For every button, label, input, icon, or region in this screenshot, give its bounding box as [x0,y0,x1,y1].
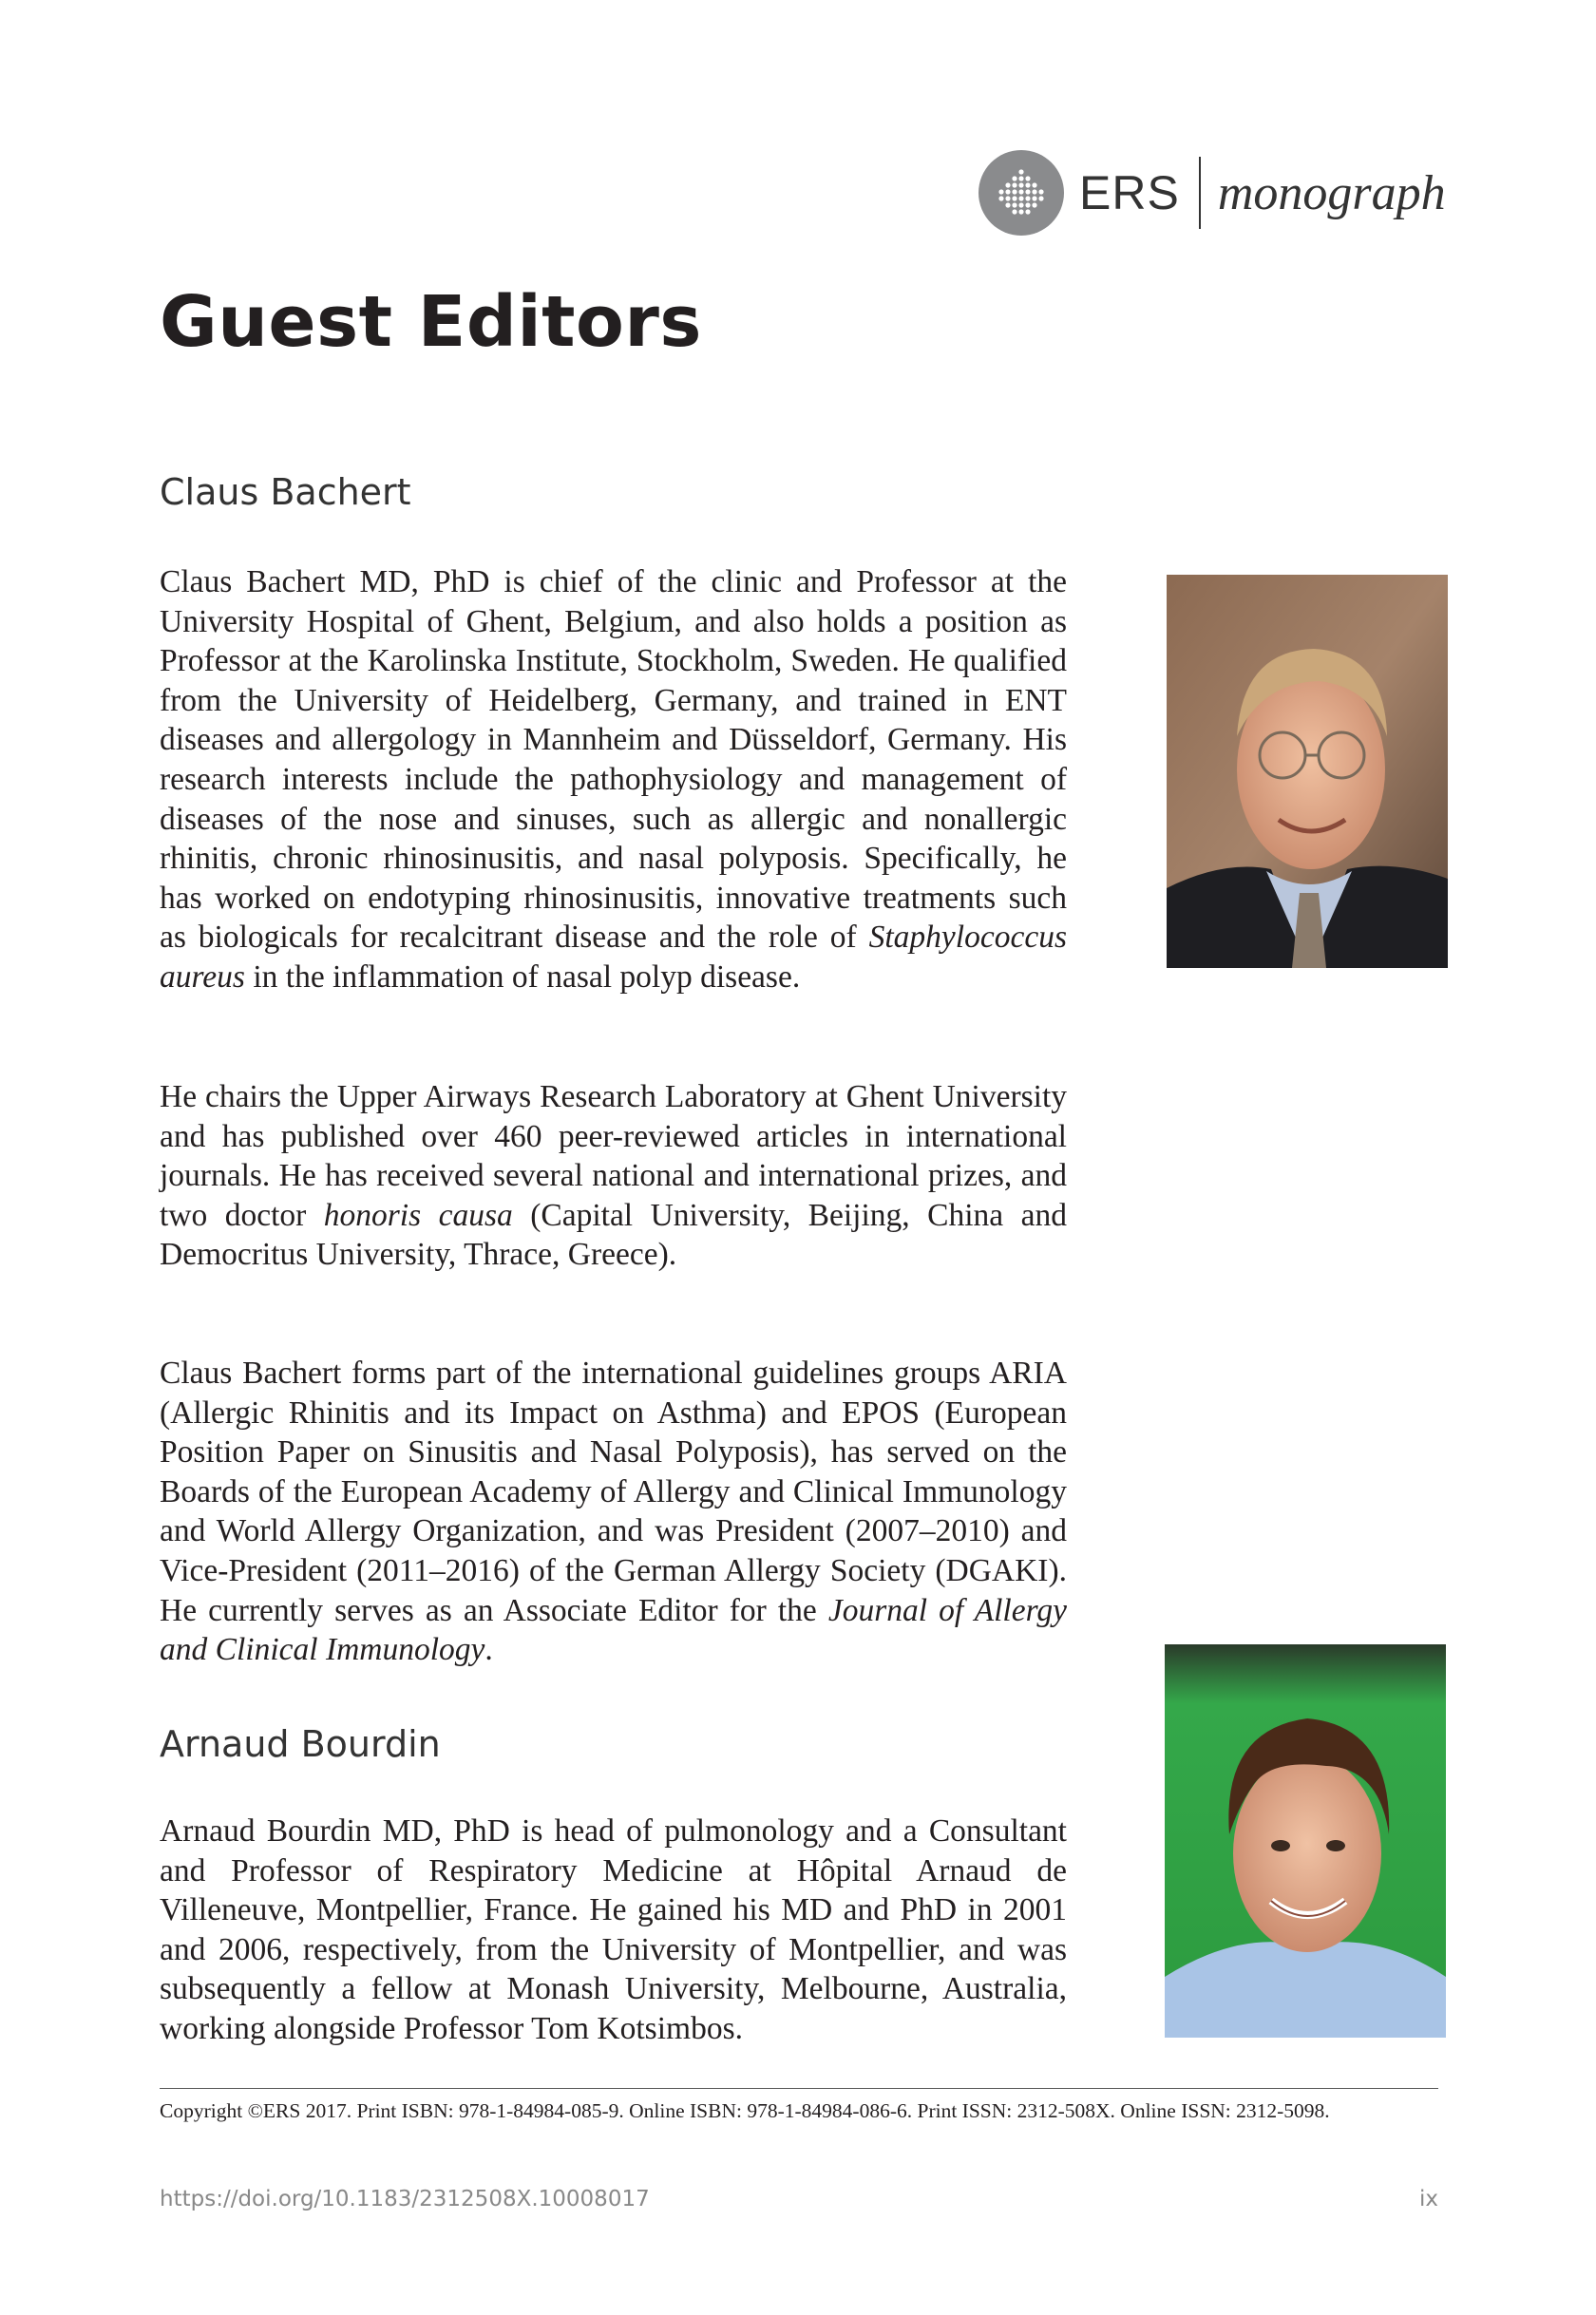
bio-paragraph: Claus Bachert MD, PhD is chief of the clinic and Professor at the University Hospital of Ghent, Belgium, and also holds a position as Professor at the Karolinska Institute, Stockholm, Sweden. He qualified from the University of Heidelberg, Germany, and trained in ENT diseases and allergology in Mannheim and Düsseldorf, Germany. His research interests include the pathophysiology and management of diseases of the nose and sinuses, such as allergic and nonallergic rhinitis, chronic rhinosinusitis, and nasal polyposis. Specifically, he has worked on endotyping rhinosinusitis, innovative treatments such as biologicals for recalcitrant disease and the role of Staphylococcus aureus in the inflammation of nasal polyp disease. [160,564,1067,995]
page-title: Guest Editors [160,281,702,363]
copyright-line: Copyright ©ERS 2017. Print ISBN: 978-1-84984-085-9. Online ISBN: 978-1-84984-086-6. Print ISSN: 2312-508X. Online ISSN: 2312-5098. [160,2099,1330,2122]
bio-paragraph: Arnaud Bourdin MD, PhD is head of pulmonology and a Consultant and Professor of Respiratory Medicine at Hôpital Arnaud de Villeneuve, Montpellier, France. He gained his MD and PhD in 2001 and 2006, respectively, from the University of Montpellier, and was subsequently a fellow at Monash University, Melbourne, Australia, working alongside Professor Tom Kotsimbos. [160,1813,1067,2046]
bio-paragraph: He chairs the Upper Airways Research Laboratory at Ghent University and has published over 460 peer-reviewed articles in international journals. He has received several national and international prizes, and two doctor honoris causa (Capital University, Beijing, China and Democritus University, Thrace, Greece). [160,1079,1067,1273]
ers-lungs-icon [978,150,1064,236]
logo-divider [1199,157,1201,229]
page-number: ix [1418,2187,1438,2211]
footer-divider [160,2088,1438,2089]
logo-monograph-text: monograph [1217,165,1446,220]
editor-photo-claus-bachert [1167,575,1448,968]
doi-link[interactable]: https://doi.org/10.1183/2312508X.10008017 [160,2187,650,2211]
ers-monograph-logo [978,150,1446,236]
editor-name-claus-bachert: Claus Bachert [160,471,411,513]
editor-photo-arnaud-bourdin [1165,1644,1446,2038]
logo-ers-text: ERS [1079,166,1180,219]
editor-name-arnaud-bourdin: Arnaud Bourdin [160,1723,441,1765]
bio-paragraph: Claus Bachert forms part of the international guidelines groups ARIA (Allergic Rhinitis and its Impact on Asthma) and EPOS (European Position Paper on Sinusitis and Nasal Polyposis), has served on the Boards of the European Academy of Allergy and Clinical Immunology and World Allergy Organization, and was President (2007–2010) and Vice-President (2011–2016) of the German Allergy Society (DGAKI). He currently serves as an Associate Editor for the Journal of Allergy and Clinical Immunology. [160,1356,1067,1668]
